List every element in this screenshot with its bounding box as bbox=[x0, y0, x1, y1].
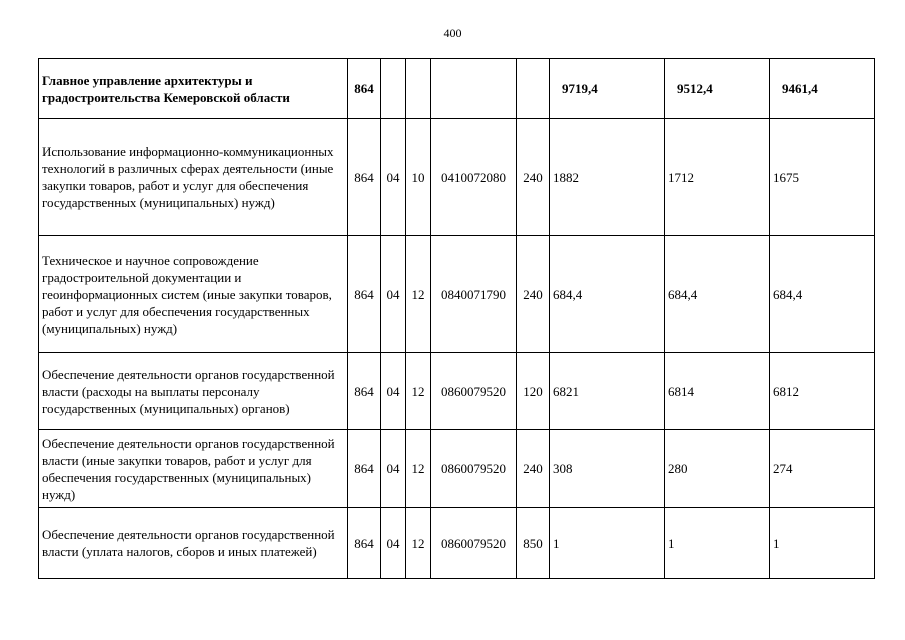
expense-item-name: Обеспечение деятельности органов государственной власти (расходы на выплаты персоналу государственных (муниципальных) органов) bbox=[39, 353, 348, 430]
ministry-code: 864 bbox=[348, 119, 381, 236]
section-code: 04 bbox=[381, 119, 406, 236]
section-code: 04 bbox=[381, 508, 406, 579]
expense-item-name: Обеспечение деятельности органов государственной власти (иные закупки товаров, работ и услуг для обеспечения государственных (муниципальных) нужд) bbox=[39, 430, 348, 508]
amount-year-1: 1882 bbox=[550, 119, 665, 236]
section-code bbox=[381, 59, 406, 119]
subsection-code: 12 bbox=[406, 430, 431, 508]
table-row bbox=[39, 353, 875, 430]
organization-name: Главное управление архитектуры и градостроительства Кемеровской области bbox=[39, 59, 348, 119]
amount-year-2: 9512,4 bbox=[665, 59, 770, 119]
expense-type-code: 240 bbox=[517, 119, 550, 236]
target-code: 0840071790 bbox=[431, 236, 517, 353]
amount-year-3: 9461,4 bbox=[770, 59, 875, 119]
ministry-code: 864 bbox=[348, 59, 381, 119]
subsection-code bbox=[406, 59, 431, 119]
page-number: 400 bbox=[443, 26, 462, 40]
amount-year-3: 684,4 bbox=[770, 236, 875, 353]
table-body bbox=[39, 59, 875, 579]
ministry-code: 864 bbox=[348, 353, 381, 430]
expense-item-name: Обеспечение деятельности органов государственной власти (уплата налогов, сборов и иных платежей) bbox=[39, 508, 348, 579]
expense-type-code: 240 bbox=[517, 430, 550, 508]
amount-year-2: 6814 bbox=[665, 353, 770, 430]
amount-year-3: 1675 bbox=[770, 119, 875, 236]
target-code bbox=[431, 59, 517, 119]
expense-type-code: 240 bbox=[517, 236, 550, 353]
section-code: 04 bbox=[381, 430, 406, 508]
table-row-organization bbox=[39, 59, 875, 119]
expense-type-code: 120 bbox=[517, 353, 550, 430]
table-row bbox=[39, 430, 875, 508]
amount-year-3: 6812 bbox=[770, 353, 875, 430]
amount-year-1: 1 bbox=[550, 508, 665, 579]
amount-year-2: 684,4 bbox=[665, 236, 770, 353]
expense-item-name: Техническое и научное сопровождение градостроительной документации и геоинформационных систем (иные закупки товаров, работ и услуг для обеспечения государственных (муниципальных) нужд) bbox=[39, 236, 348, 353]
subsection-code: 10 bbox=[406, 119, 431, 236]
amount-year-1: 6821 bbox=[550, 353, 665, 430]
ministry-code: 864 bbox=[348, 236, 381, 353]
amount-year-1: 308 bbox=[550, 430, 665, 508]
section-code: 04 bbox=[381, 236, 406, 353]
target-code: 0860079520 bbox=[431, 430, 517, 508]
amount-year-1: 684,4 bbox=[550, 236, 665, 353]
subsection-code: 12 bbox=[406, 236, 431, 353]
amount-year-2: 1 bbox=[665, 508, 770, 579]
budget-table bbox=[38, 58, 875, 579]
ministry-code: 864 bbox=[348, 430, 381, 508]
section-code: 04 bbox=[381, 353, 406, 430]
expense-type-code: 850 bbox=[517, 508, 550, 579]
subsection-code: 12 bbox=[406, 353, 431, 430]
amount-year-1: 9719,4 bbox=[550, 59, 665, 119]
table-row bbox=[39, 236, 875, 353]
target-code: 0860079520 bbox=[431, 508, 517, 579]
amount-year-2: 1712 bbox=[665, 119, 770, 236]
table-row bbox=[39, 119, 875, 236]
expense-type-code bbox=[517, 59, 550, 119]
target-code: 0860079520 bbox=[431, 353, 517, 430]
expense-item-name: Использование информационно-коммуникационных технологий в различных сферах деятельности (иные закупки товаров, работ и услуг для обеспечения государственных (муниципальных) нужд) bbox=[39, 119, 348, 236]
table-row bbox=[39, 508, 875, 579]
subsection-code: 12 bbox=[406, 508, 431, 579]
target-code: 0410072080 bbox=[431, 119, 517, 236]
amount-year-3: 274 bbox=[770, 430, 875, 508]
amount-year-2: 280 bbox=[665, 430, 770, 508]
amount-year-3: 1 bbox=[770, 508, 875, 579]
ministry-code: 864 bbox=[348, 508, 381, 579]
